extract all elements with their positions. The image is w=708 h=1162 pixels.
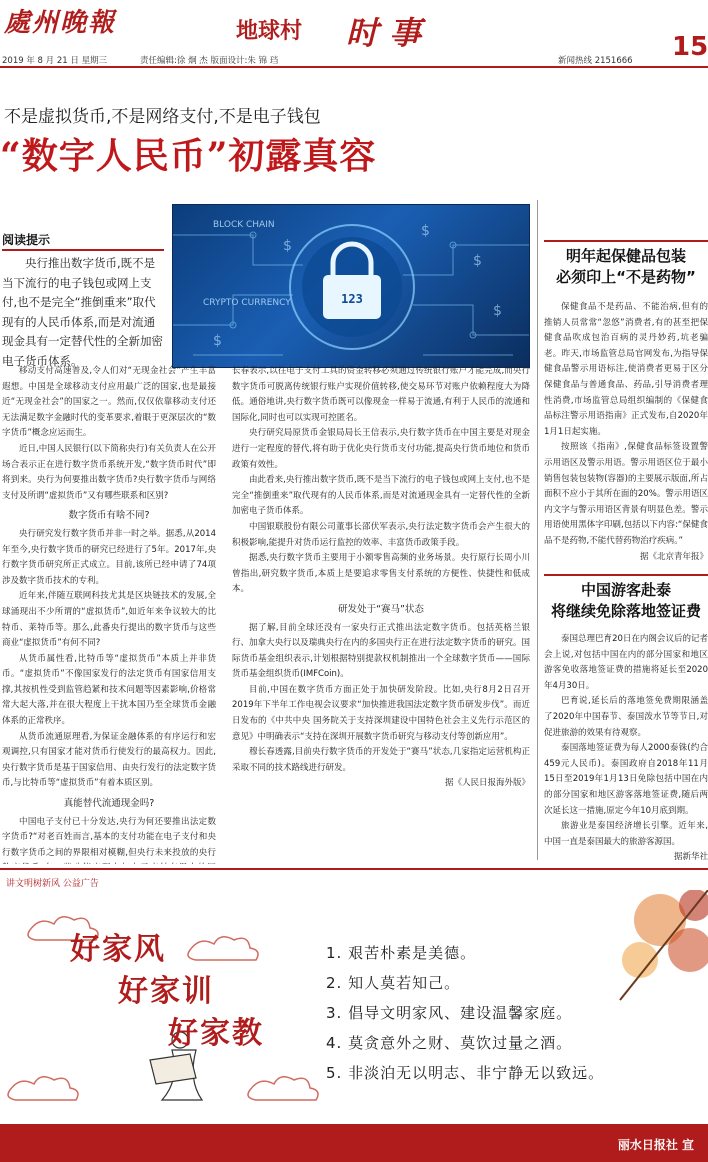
- ad-footer-band: [0, 1124, 708, 1162]
- subheading: 数字货币有啥不同?: [68, 510, 150, 522]
- paragraph: 近日,中国人民银行(以下简称央行)有关负责人在公开场合表示正在进行数字货币系统开发,“数字货币时代”即将到来。央行为何要推出数字货币?央行数字货币与网络支付及所谓“虚拟货币”又有哪些联系和区别?: [2, 443, 216, 501]
- hero-illustration: [173, 205, 530, 368]
- list-item: 3. 倡导文明家风、建设温馨家庭。: [326, 1004, 573, 1022]
- paragraph: 按照该《指南》,保健食品标签设置警示用语区及警示用语。警示用语区位于最小销售包装包装物(容器)的主要展示版面,所占面积不应小于其所在面的20%。警示用语区内文字与警示用语区背景有明显色差。警示用语使用黑体字印刷,包括以下内容:“保健食品不是药物,不能代替药物治疗疾病。”: [544, 442, 708, 546]
- paragraph: 穆长春透露,目前央行数字货币的开发处于“赛马”状态,几家指定运营机构正采取不同的技术路线进行研发。: [232, 747, 530, 773]
- section-subtitle: 时 事: [346, 14, 422, 52]
- ad-credit: 丽水日报社 宣: [617, 1138, 694, 1152]
- lead-text: 央行推出数字货币,既不是当下流行的电子钱包或网上支付,也不是完全“推倒重来”取代现有的人民币体系,而是对流通现金具有一定替代性的全新加密电子货币体系。: [2, 256, 163, 368]
- paragraph: 由此看来,央行推出数字货币,既不是当下流行的电子钱包或网上支付,也不是完全“推倒重来”取代现有的人民币体系,而是对流通现金具有一定替代性的全新加密电子货币体系。: [232, 475, 530, 517]
- paragraph: 泰国落地签证费为每人2000泰铢(约合459元人民币)。泰国政府自2018年11月15日至2019年1月13日免除包括中国在内的部分国家和地区游客落地签证费,随后两次延长这一措施,原定今年10月底到期。: [544, 743, 708, 816]
- svg-text:$: $: [473, 253, 482, 269]
- side-story-1-body: [544, 300, 708, 565]
- hero-label-blockchain: BLOCK CHAIN: [213, 220, 275, 230]
- ad-slogan-2: 好家训: [118, 974, 214, 1009]
- subheading: 真能替代流通现金吗?: [63, 798, 155, 810]
- paragraph: 目前,中国在数字货币方面正处于加快研发阶段。比如,央行8月2日召开2019年下半年工作电视会议要求“加快推进我国法定数字货币研发步伐”。而近日发布的《中共中央 国务院关于支持深圳建设中国特色社会主义先行示范区的意见》中明确表示“支持在深圳开展数字货币研究与移动支付等创新应用”。: [232, 684, 530, 742]
- paragraph: 从货币属性看,比特币等“虚拟货币”本质上并非货币。“虚拟货币”不像国家发行的法定货币有国家信用支撑,其按机性受到监管趋紧和技术问题等因素影响,价格常常大起大落,并在很大程度上干扰本国乃至全球货币金融体系的正常秩序。: [2, 653, 216, 727]
- paragraph: 泰国总理巴育20日在内阁会议后的记者会上说,对包括中国在内的部分国家和地区游客免收落地签证费的措施将延长至2020年4月30日。: [544, 634, 708, 691]
- hero-label-crypto: CRYPTO CURRENCY: [203, 298, 291, 308]
- news-hotline: 新闻热线 2151666: [558, 56, 633, 66]
- page-number: 15: [672, 32, 708, 62]
- paragraph: 中国电子支付已十分发达,央行为何还要推出法定数字货币?“对老百姓而言,基本的支付功能在电子支付和央行数字货币之间的界限相对模糊,但央行未来投放的央行: [2, 816, 216, 858]
- list-item: 2. 知人莫若知己。: [326, 974, 461, 992]
- side-story-1-source: 据《北京青年报》: [639, 551, 708, 562]
- headline-kicker: 不是虚拟货币,不是网络支付,不是电子钱包: [4, 107, 321, 127]
- masthead-rule: [0, 66, 708, 68]
- paragraph: 央行研究局原货币金银局局长王信表示,央行数字货币在中国主要是对现金进行一定程度的替代,将有助于优化央行货币支付功能,提高央行货币地位和货币政策有效性。: [232, 428, 530, 470]
- paragraph: 近年来,伴随互联网科技尤其是区块链技术的发展,全球涌现出不少所谓的“虚拟货币”,如近年来争议较大的比特币、莱特币等。那么,此番央行提出的数字货币与这些商业“虚拟货币”有何不同?: [2, 591, 216, 649]
- paragraph: 据了解,目前全球还没有一家央行正式推出法定数字货币。包括英格兰银行、加拿大央行以及瑞典央行在内的多国央行正在进行法定数字货币的研究。国际货币基金组织表示,计划根据特别提款权机制推出一个全球数字货币——国际货币基金组织货币(IMFCoin)。: [232, 622, 530, 680]
- issue-date: 2019 年 8 月 21 日 星期三: [2, 56, 108, 66]
- meta-line: [2, 54, 706, 66]
- paragraph: 保健食品不是药品、不能治病,但有的推销人员常常“忽悠”消费者,有的甚至把保健食品吹成包治百病的灵丹妙药,坑老骗老。昨天,市场监管总局官网发布,为指导保健食品警示用语标注,使消费者更易于区分保健食品与普通食品、药品,引导消费者理性消费,市场监管总局组织编制的《保健食品标注警示用语指南》正式发布,自2020年1月1日起实施。: [544, 302, 708, 437]
- paragraph: 巴育说,延长后的落地签免费期限涵盖了2020年中国春节、泰国泼水节等节日,对促进旅游的效果有待观察。: [544, 696, 708, 738]
- paragraph: 从货币流通原理看,为保证金融体系的有序运行和宏观调控,只有国家才能对货币行使发行的最高权力。因此,央行数字货币是基于国家信用、由央行发行的法定数字货币,与比特币等“虚拟货币”有着本质区别。: [2, 731, 216, 789]
- side-story-1-rule: [544, 240, 708, 242]
- paragraph: 旅游业是泰国经济增长引擎。近年来,中国一直是泰国最大的旅游客源国。: [544, 821, 708, 847]
- ad-motto-list: [326, 938, 696, 1088]
- masthead: [0, 0, 708, 64]
- svg-text:123: 123: [341, 292, 363, 306]
- ad-slogan-1: 好家风: [70, 932, 166, 967]
- side-story-2-title: 中国游客赴泰 将继续免除落地签证费: [550, 581, 701, 620]
- lead-rule: [2, 249, 164, 251]
- paragraph: 据悉,央行数字货币主要用于小额零售高频的业务场景。央行原行长周小川曾指出,研究数字货币,本质上是要追求零售支付系统的方便性、快捷性和低成本。: [232, 553, 530, 595]
- public-service-ad: [0, 868, 708, 1162]
- section-title: 地球村: [236, 19, 303, 44]
- list-item: 1. 艰苦朴素是美德。: [326, 944, 477, 962]
- headline-title: “数字人民币”初露真容: [0, 135, 377, 177]
- paragraph: 中国银联股份有限公司董事长邵伏军表示,央行法定数字货币会产生很大的积极影响,能提升对货币运行监控的效率、丰富货币政策手段。: [232, 521, 530, 548]
- column-divider: [537, 200, 538, 860]
- svg-text:$: $: [421, 223, 430, 239]
- side-story-2-body: [544, 632, 708, 866]
- ad-label: 讲文明树新风 公益广告: [6, 879, 99, 889]
- article-column-1: [2, 364, 216, 864]
- article-source: 据《人民日报海外版》: [444, 778, 530, 789]
- ad-slogan-3: 好家教: [168, 1016, 264, 1051]
- subheading: 研发处于“赛马”状态: [338, 603, 424, 615]
- list-item: 4. 莫贪意外之财、莫饮过量之酒。: [326, 1034, 573, 1052]
- hero-image: [172, 204, 530, 368]
- side-story-2-rule: [544, 574, 708, 576]
- paragraph: 央行研究发行数字货币并非一时之举。据悉,从2014年至今,央行数字货币的研究已经进行了5年。2017年,央行数字货币研究所正式成立。目前,该所已经申请了74项涉及数字货币技术的专利。: [2, 528, 216, 586]
- list-item: 5. 非淡泊无以明志、非宁静无以致远。: [326, 1064, 605, 1082]
- side-story-1-title: 明年起保健品包装 必须印上“不是药物”: [556, 247, 696, 286]
- paragraph: 长春表示,以往电子支付工具的资金转移必须通过传统银行账户才能完成,而央行数字货币可脱离传统银行账户实现价值转移,使交易环节对账户依赖程度大为降低。通俗地讲,央行数字货币既可以像现金一样易于流通,有利于人民币的流通和国际化,同时也可以实现可控匿名。: [232, 366, 530, 423]
- article-column-2: [232, 364, 530, 864]
- svg-text:$: $: [283, 238, 292, 254]
- side-story-2-source: 据新华社: [673, 852, 708, 863]
- svg-text:$: $: [213, 333, 222, 349]
- newspaper-logo: 處州晚報: [4, 8, 117, 38]
- svg-text:$: $: [493, 303, 502, 319]
- lead-heading: 阅读提示: [2, 233, 51, 247]
- editor-credits: 责任编辑:徐 炯 杰 版面设计:朱 锦 珰: [140, 56, 279, 66]
- paragraph: 移动支付高速普及,令人们对“无现金社会”产生丰富遐想。中国是全球移动支付应用最广泛的国家,也是最接近“无现金社会”的国家之一。然而,仅仅依靠移动支付还无法满足数字金融时代的变革要求,着眼于更深层次的“数字货币”概念应运而生。: [2, 366, 216, 439]
